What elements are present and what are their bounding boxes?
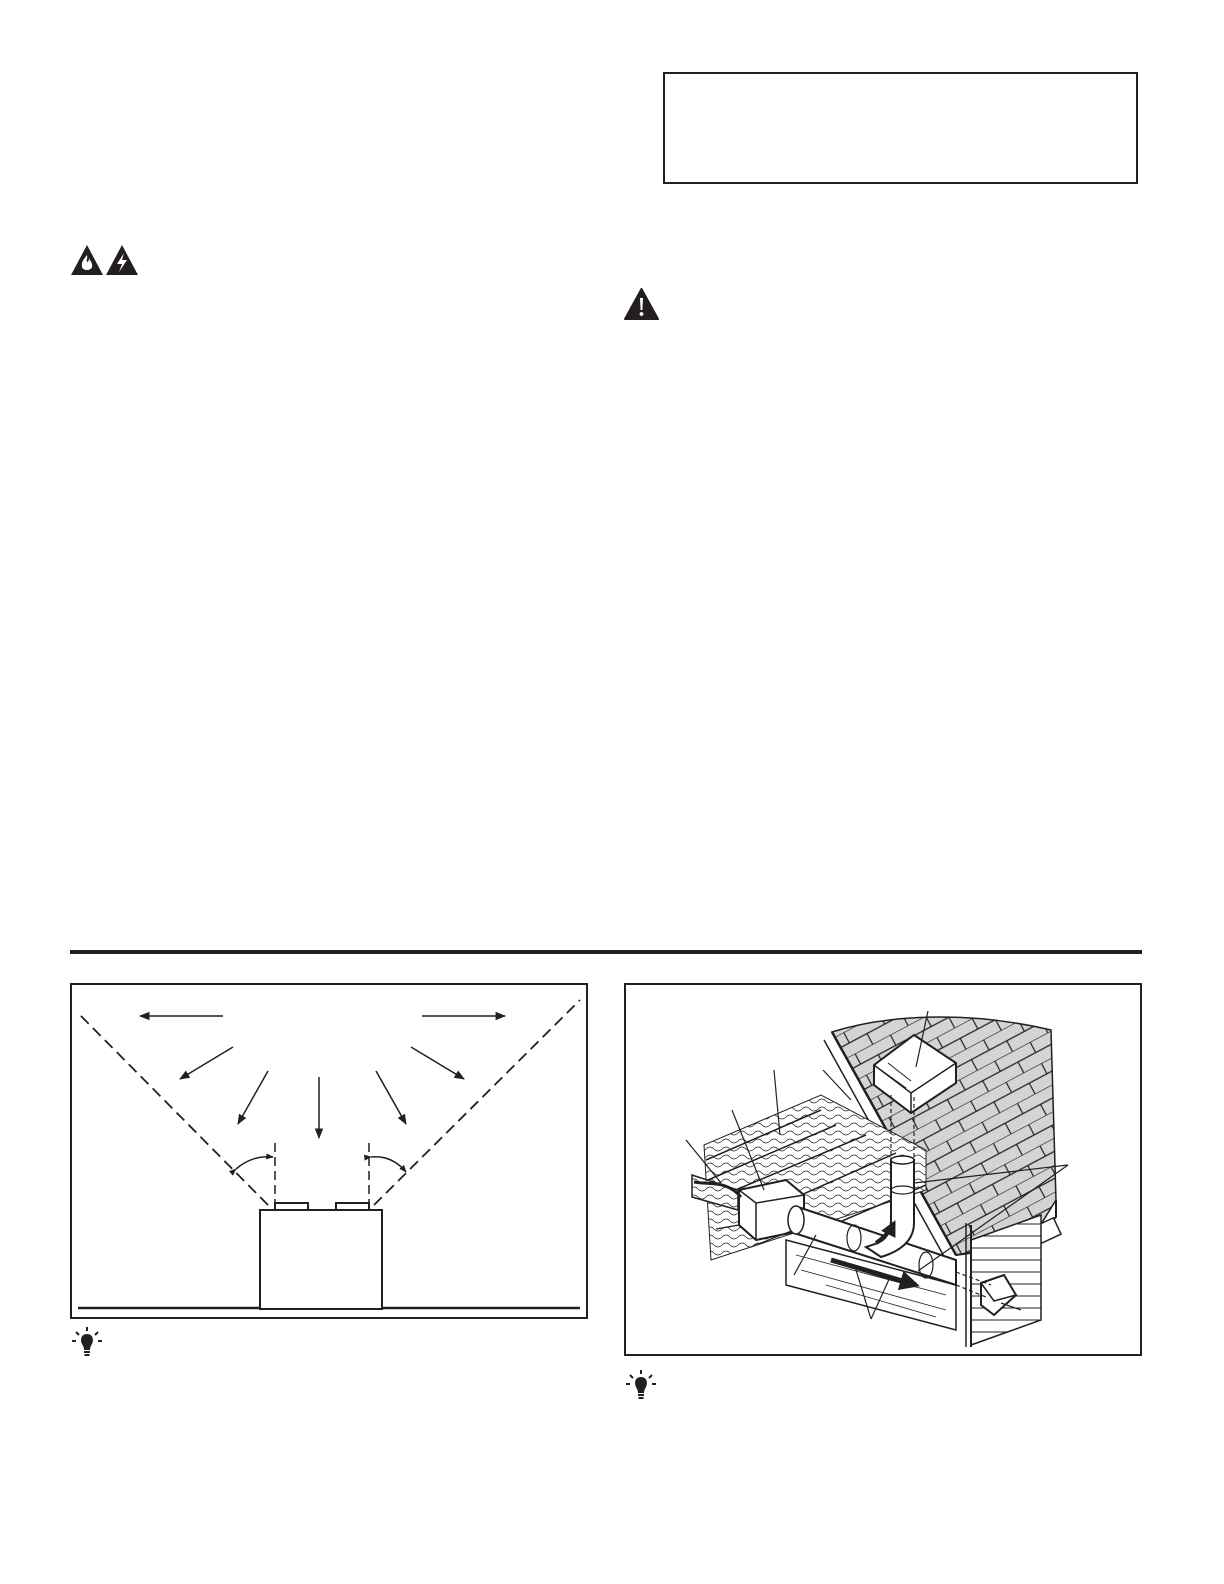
section-divider bbox=[70, 950, 1142, 954]
attic-ducting-illustration bbox=[626, 985, 1140, 1354]
notice-box bbox=[663, 72, 1138, 184]
outlet-right bbox=[336, 1203, 369, 1210]
callout-roof-edge bbox=[823, 1070, 851, 1100]
spread-boundary-right bbox=[374, 1000, 580, 1205]
light-bulb-icon bbox=[72, 1326, 102, 1358]
angle-arc-right bbox=[371, 1157, 406, 1172]
airflow-arrow-left-lower bbox=[238, 1071, 268, 1124]
airflow-spread-figure bbox=[70, 983, 588, 1319]
electric-shock-hazard-icon bbox=[105, 244, 139, 276]
attic-ducting-figure bbox=[624, 983, 1142, 1356]
outlet-left bbox=[275, 1203, 308, 1210]
angle-arc-left bbox=[236, 1157, 273, 1169]
spread-boundary-left bbox=[78, 1013, 268, 1205]
heater-unit bbox=[260, 1210, 382, 1309]
airflow-arrow-right-lower bbox=[376, 1071, 406, 1124]
airflow-arrow-left-upper bbox=[180, 1047, 233, 1079]
airflow-spread-diagram bbox=[72, 985, 586, 1317]
light-bulb-icon bbox=[626, 1369, 656, 1401]
warning-icon bbox=[624, 288, 659, 320]
airflow-arrow-right-upper bbox=[411, 1047, 464, 1079]
fire-hazard-icon bbox=[70, 244, 104, 276]
